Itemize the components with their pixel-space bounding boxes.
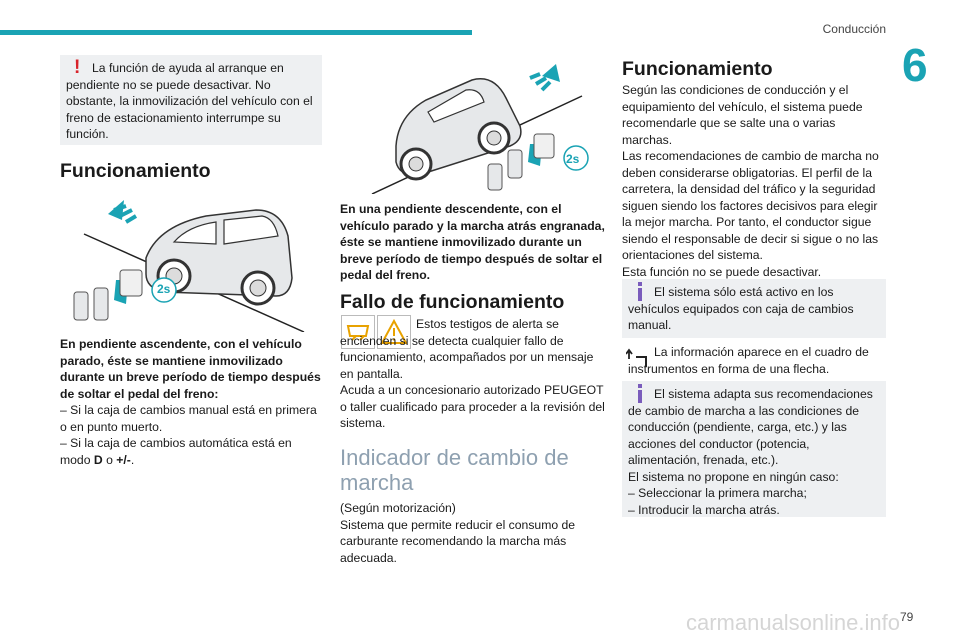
heading-fallo: Fallo de funcionamiento: [340, 291, 565, 313]
shift-arrow-icon: [626, 347, 650, 369]
downhill-caption: En una pendiente descendente, con el vehículo parado y la marcha atrás engranada, éste se mantiene inmovilizado durante un breve período de tiempo después de soltar el pedal del freno.: [340, 202, 605, 282]
gear-intro: [340, 500, 606, 566]
warning-text: La función de ayuda al arranque en pendiente no se puede desactivar. No obstante, la inmovilización del vehículo con el freno de estacionamiento interrumpe su función.: [66, 61, 313, 141]
heading-funcionamiento: Funcionamiento: [60, 160, 211, 182]
info-icon-2: [638, 384, 643, 404]
uphill-caption-bold: En pendiente ascendente, con el vehículo parado, éste se mantiene inmovilizado durante un breve período de tiempo después de soltar el pedal del freno:: [60, 337, 321, 401]
warning-exclamation-icon: !: [74, 57, 81, 78]
fault-text-2: Acuda a un concesionario autorizado PEUGEOT o taller cualificado para proceder a la revisión del sistema.: [340, 383, 605, 430]
heading-funcionamiento-2: Funcionamiento: [622, 58, 773, 80]
gear-operation-text: [622, 82, 886, 280]
section-title: Conducción: [822, 22, 886, 36]
warning-note: [60, 55, 322, 145]
heading-indicador: Indicador de cambio de marcha: [340, 445, 569, 495]
info-note-manual: El sistema sólo está activo en los vehículos equipados con caja de cambios manual.: [622, 279, 886, 338]
uphill-caption: [60, 336, 322, 468]
header-accent-bar: [0, 30, 472, 35]
chapter-number: 6: [902, 39, 928, 91]
gear-op-text-2: Las recomendaciones de cambio de marcha no deben considerarse obligatorias. El perfil de la carretera, la densidad del tráfico y la seguridad siguen siendo los factores decisivos para elegir la mejor marcha. Por tanto, el conductor sigue siendo el responsable de decir si sigue o no las orientaciones del sistema.: [622, 149, 879, 262]
page-number: 79: [900, 610, 914, 624]
gear-intro-2: Sistema que permite reducir el consumo de carburante recomendando la marcha más adecuada.: [340, 517, 576, 565]
info-icon: [638, 282, 643, 302]
gear-intro-1: (Según motorización): [340, 501, 456, 515]
fault-text-1: Estos testigos de alerta se encienden si se detecta cualquier fallo de funcionamiento, acompañados por un mensaje en pantalla.: [340, 317, 594, 381]
uphill-2s-badge: 2s: [157, 282, 171, 296]
info-note-adapt: El sistema adapta sus recomendaciones de cambio de marcha a las condiciones de conducción (pendiente, carga, etc.) y las acciones del conductor (potencia, alimentación, frenada, etc.). El sistema no propone en ningún caso: – Seleccionar la primera marcha; – Introducir la marcha atrás.: [622, 381, 886, 517]
fault-text: [340, 316, 606, 432]
uphill-item-manual: – Si la caja de cambios manual está en primera o en punto muerto.: [60, 403, 317, 434]
gear-op-text-3: Esta función no se puede desactivar.: [622, 264, 822, 279]
downhill-car-illustration: [370, 60, 606, 194]
uphill-car-illustration: [66, 196, 322, 332]
uphill-item-auto: – Si la caja de cambios automática está en modo D o +/-.: [60, 436, 292, 467]
watermark: carmanualsonline.info: [685, 610, 900, 635]
gear-op-text-1: Según las condiciones de conducción y el equipamiento del vehículo, el sistema puede recomendarle que se salte una o varias marchas.: [622, 83, 863, 147]
downhill-2s-badge: 2s: [566, 152, 580, 166]
arrow-info-note: La información aparece en el cuadro de instrumentos en forma de una flecha.: [628, 345, 869, 376]
